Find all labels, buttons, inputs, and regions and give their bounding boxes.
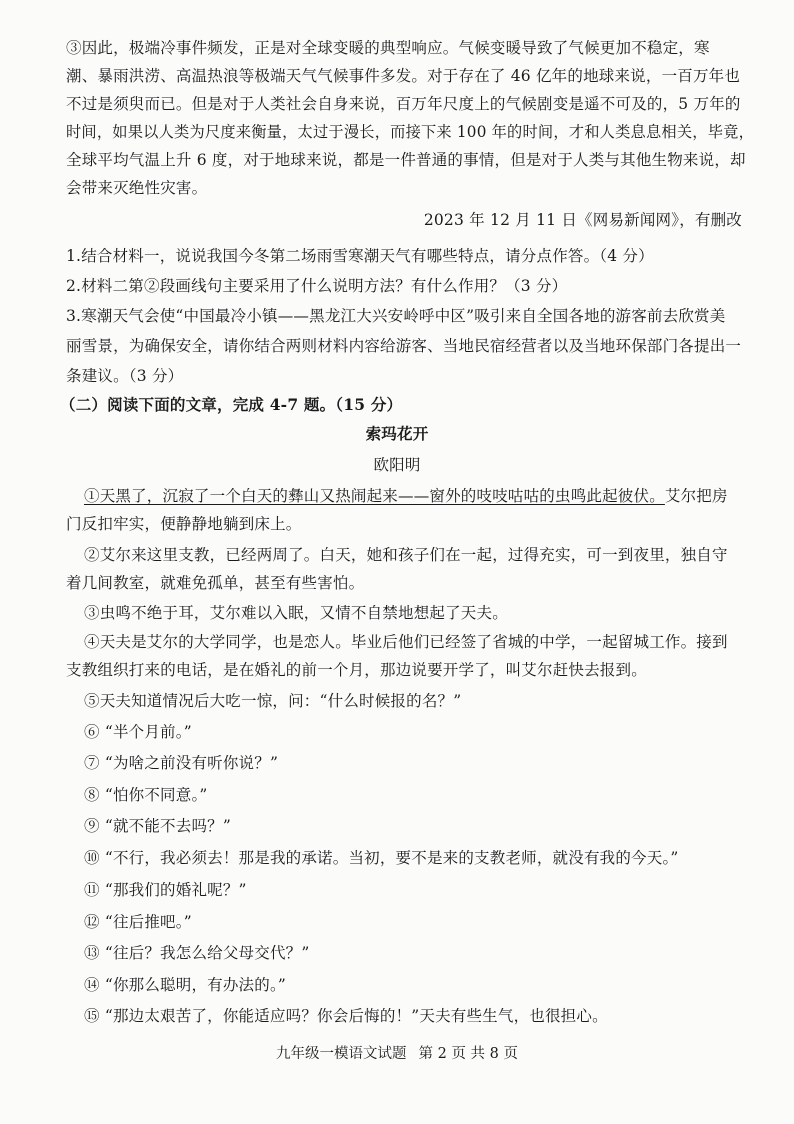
paragraph-line: 会带来灭绝性灾害。: [66, 179, 208, 197]
paragraph-15: ⑮ “那边太艰苦了，你能适应吗？你会后悔的！”天夫有些生气，也很担心。: [84, 1007, 608, 1025]
paragraph-line: 时间，如果以人类为尺度来衡量，太过于漫长，而接下来 100 年的时间，才和人类息息相关，毕竟，: [66, 123, 755, 141]
paragraph-4-line: 支教组织打来的电话，是在婚礼的前一个月，那边说要开学了，叫艾尔赶快去报到。: [66, 661, 647, 679]
page-number: 第 2 页 共 8 页: [418, 1046, 518, 1062]
paragraph-line: 潮、暴雨洪涝、高温热浪等极端天气气候事件多发。对于存在了 46 亿年的地球来说，一百万年也: [66, 67, 741, 85]
article-author: 欧阳明: [373, 456, 421, 474]
source-citation: 2023 年 12 月 11 日《网易新闻网》，有删改: [423, 211, 742, 229]
paragraph-1: [84, 486, 728, 506]
paragraph-2-line: 着几间教室，就难免孤单，甚至有些害怕。: [66, 574, 365, 592]
question-3-line: 条建议。（3 分）: [66, 367, 184, 385]
paragraph-5: ⑤天夫知道情况后大吃一惊，问：“什么时候报的名？”: [84, 692, 462, 710]
page-footer: [0, 1044, 794, 1064]
question-3-line: 丽雪景，为确保安全，请你结合两则材料内容给游客、当地民宿经营者以及当地环保部门各提出一: [66, 337, 742, 355]
question-1: 1.结合材料一，说说我国今冬第二场雨雪寒潮天气有哪些特点，请分点作答。（4 分）: [66, 247, 654, 265]
paragraph-line: 门反扣牢实，便静静地躺到床上。: [66, 515, 302, 533]
paragraph-11: ⑪ “那我们的婚礼呢？”: [84, 881, 247, 899]
paragraph-9: ⑨ “就不能不去吗？”: [84, 817, 231, 835]
paragraph-10: ⑩ “不行，我必须去！那是我的承诺。当初，要不是来的支教老师，就没有我的今天。”: [84, 849, 679, 867]
paragraph-3: ③虫鸣不绝于耳，艾尔难以入眠，又情不自禁地想起了天夫。: [84, 604, 508, 622]
paragraph-6: ⑥ “半个月前。”: [84, 723, 192, 741]
paragraph-13: ⑬ “往后？我怎么给父母交代？”: [84, 944, 310, 962]
paragraph-8: ⑧ “怕你不同意。”: [84, 786, 208, 804]
paragraph-2-line: ②艾尔来这里支教，已经两周了。白天，她和孩子们在一起，过得充实，可一到夜里，独自守: [84, 546, 728, 564]
question-2: 2.材料二第②段画线句主要采用了什么说明方法？有什么作用？（3 分）: [66, 277, 568, 295]
paragraph-4-line: ④天夫是艾尔的大学同学，也是恋人。毕业后他们已经签了省城的中学，一起留城工作。接到: [84, 633, 728, 651]
paragraph-text: 艾尔把房: [664, 487, 728, 505]
article-title: 索玛花开: [365, 424, 429, 443]
section-heading: （二）阅读下面的文章，完成 4-7 题。（15 分）: [60, 395, 403, 414]
paragraph-12: ⑫ “往后推吧。”: [84, 913, 192, 931]
paragraph-line: ③因此，极端冷事件频发，正是对全球变暖的典型响应。气候变暖导致了气候更加不稳定，寒: [66, 39, 710, 57]
exam-name: 九年级一模语文试题: [276, 1046, 407, 1062]
paragraph-line: 全球平均气温上升 6 度，对于地球来说，都是一件普通的事情，但是对于人类与其他生物来说，却: [66, 151, 746, 169]
paragraph-7: ⑦ “为啥之前没有听你说？”: [84, 754, 279, 772]
paragraph-14: ⑭ “你那么聪明，有办法的。”: [84, 976, 287, 994]
underlined-sentence: ①天黑了，沉寂了一个白天的彝山又热闹起来——窗外的吱吱咕咕的虫鸣此起彼伏。: [84, 487, 665, 505]
paragraph-line: 不过是须臾而已。但是对于人类社会自身来说，百万年尺度上的气候剧变是遥不可及的，5 万年的: [66, 95, 741, 113]
question-3-line: 3.寒潮天气会使“中国最冷小镇——黑龙江大兴安岭呼中区”吸引来自全国各地的游客前去欣赏美: [66, 307, 726, 325]
